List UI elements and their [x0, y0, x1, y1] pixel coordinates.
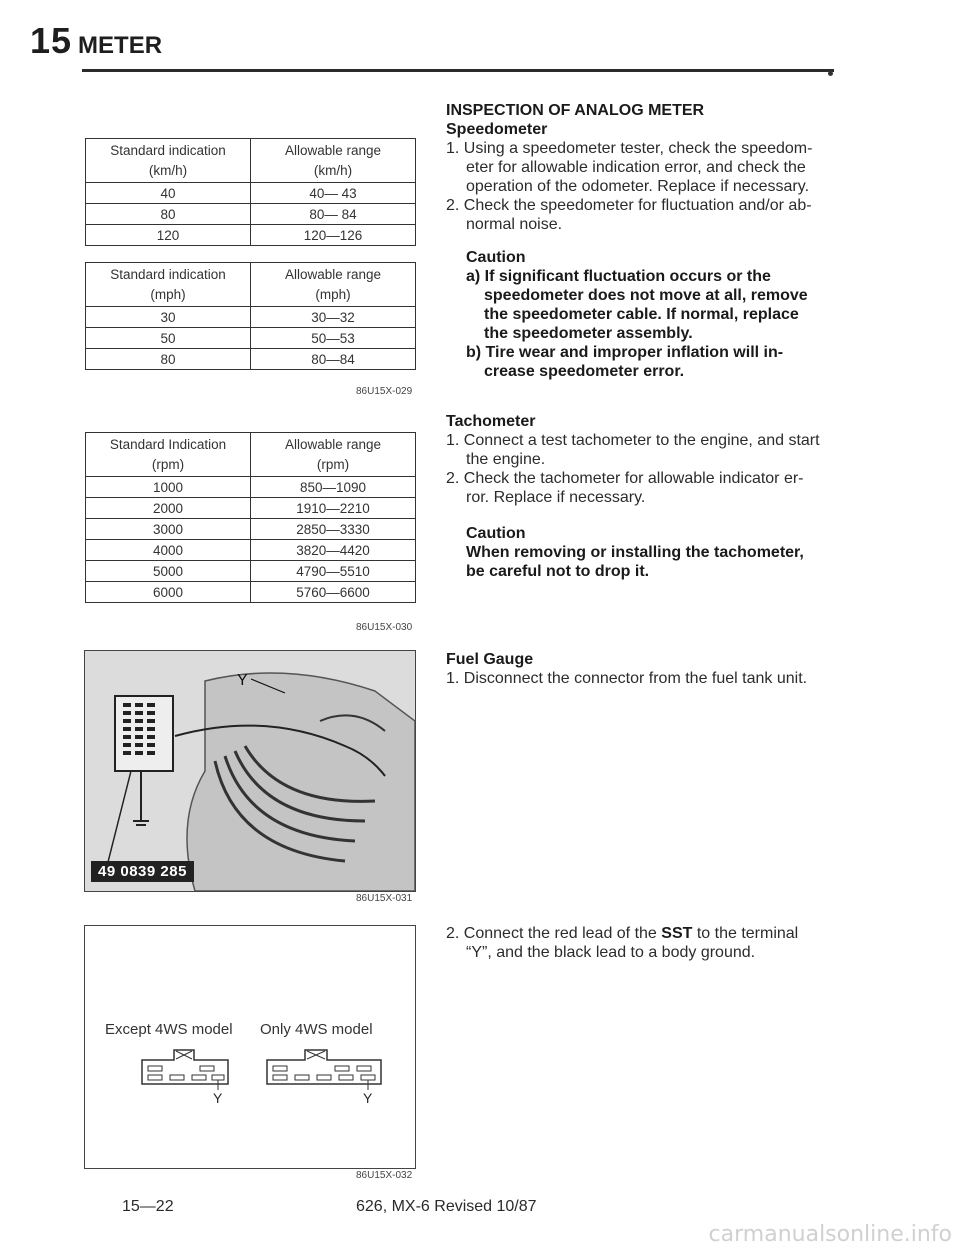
table-row: 120 120—126 — [86, 225, 416, 246]
table-rpm — [85, 432, 416, 603]
speedometer-heading: Speedometer — [446, 121, 548, 138]
table-row: 30 30—32 — [86, 307, 416, 328]
table-row: 40 40— 43 — [86, 183, 416, 204]
tachometer-steps: 1. Connect a test tachometer to the engine, and start the engine. 2. Check the tachometer for allowable indicator er- ror. Replace if necessary. — [446, 432, 820, 506]
table-row: 50 50—53 — [86, 328, 416, 349]
connector-terminal-figure — [84, 925, 416, 1169]
table-kmh — [85, 138, 416, 246]
fuel-gauge-step-1: 1. Disconnect the connector from the fuel tank unit. — [446, 670, 808, 687]
only-4ws-label: Only 4WS model — [260, 1021, 373, 1038]
watermark: carmanualsonline.info — [708, 1222, 952, 1247]
table-row: 1000 850—1090 — [86, 477, 416, 498]
table-row: 80 80— 84 — [86, 204, 416, 225]
table-row: 5000 4790—5510 — [86, 561, 416, 582]
page-number: 15—22 — [122, 1198, 174, 1215]
section-title: METER — [78, 32, 163, 59]
figure-code: 86U15X-030 — [356, 622, 413, 633]
section-number: 15 — [30, 20, 73, 61]
fuel-gauge-step-2: 2. Connect the red lead of the SST to the terminal “Y”, and the black lead to a body ground. — [446, 925, 799, 961]
table-mph — [85, 262, 416, 370]
table-row: 4000 3820—4420 — [86, 540, 416, 561]
table-header-standard: Standard indication (km/h) — [86, 139, 251, 183]
fuel-gauge-heading: Fuel Gauge — [446, 651, 534, 668]
header-rule-dot — [828, 71, 833, 76]
table-header-standard: Standard indication (mph) — [86, 263, 251, 307]
connector-icon — [140, 1046, 230, 1091]
table-row: 2000 1910—2210 — [86, 498, 416, 519]
figure-code: 86U15X-029 — [356, 386, 413, 397]
connector-icon — [265, 1046, 385, 1091]
speedometer-caution: Caution a) If significant fluctuation occurs or the speedometer does not move at all, remove the speedometer cable. If normal, replace the speedometer assembly. b) Tire wear and improper inflation will in- crease speedometer error. — [466, 249, 808, 380]
tachometer-connection-figure — [84, 650, 416, 892]
section-header — [30, 20, 162, 62]
terminal-y-label: Y — [363, 1090, 373, 1106]
model-revision: 626, MX-6 Revised 10/87 — [356, 1198, 537, 1215]
table-header-allowable: Allowable range (rpm) — [251, 433, 416, 477]
except-4ws-label: Except 4WS model — [105, 1021, 233, 1038]
table-row: 80 80—84 — [86, 349, 416, 370]
table-header-allowable: Allowable range (mph) — [251, 263, 416, 307]
figure-code: 86U15X-031 — [356, 893, 413, 904]
header-rule — [82, 69, 834, 72]
table-row: 6000 5760—6600 — [86, 582, 416, 603]
sst-number-badge: 49 0839 285 — [91, 861, 194, 882]
tachometer-heading: Tachometer — [446, 413, 536, 430]
tachometer-caution: Caution When removing or installing the tachometer, be careful not to drop it. — [466, 525, 804, 580]
engine-illustration — [85, 651, 415, 891]
table-header-allowable: Allowable range (km/h) — [251, 139, 416, 183]
speedometer-steps: 1. Using a speedometer tester, check the speedom- eter for allowable indication error, and check the operation of the odometer. Replace if necessary. 2. Check the speedometer for fluctuation and/or ab- normal noise. — [446, 140, 813, 233]
figure-code: 86U15X-032 — [356, 1170, 413, 1181]
terminal-y-label: Y — [237, 672, 248, 689]
section-heading: INSPECTION OF ANALOG METER — [446, 102, 705, 119]
terminal-y-label: Y — [213, 1090, 223, 1106]
table-header-standard: Standard Indication (rpm) — [86, 433, 251, 477]
table-row: 3000 2850—3330 — [86, 519, 416, 540]
